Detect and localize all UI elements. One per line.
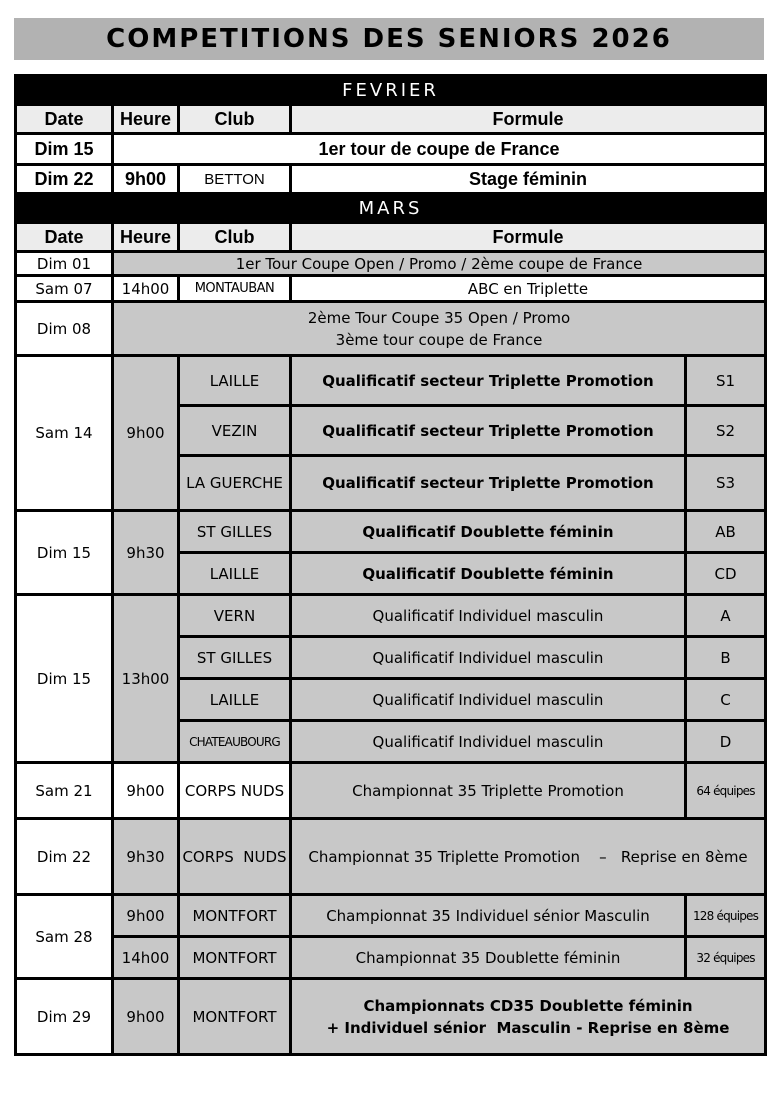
date-cell: Dim 29 — [16, 979, 113, 1055]
col-header-heure: Heure — [113, 105, 179, 134]
club-cell: LA GUERCHE — [179, 456, 291, 511]
table-row — [16, 819, 766, 895]
col-header-heure: Heure — [113, 223, 179, 252]
formule-line: 2ème Tour Coupe 35 Open / Promo — [307, 308, 571, 327]
heure-cell: 9h00 — [113, 979, 179, 1055]
table-row — [16, 356, 766, 406]
formule-cell: Qualificatif Individuel masculin — [291, 679, 686, 721]
table-row — [16, 595, 766, 637]
teams-cell: 64 équipes — [686, 763, 766, 819]
formule-line: 3ème tour coupe de France — [335, 330, 543, 349]
formule-cell: Qualificatif Individuel masculin — [291, 595, 686, 637]
date-cell: Sam 21 — [16, 763, 113, 819]
formule-cell: 1er Tour Coupe Open / Promo / 2ème coupe de France — [113, 252, 766, 276]
club-cell: MONTFORT — [179, 979, 291, 1055]
formule-cell — [291, 979, 766, 1055]
formule-cell — [113, 302, 766, 356]
month-header-fevrier — [16, 76, 766, 105]
club-cell: CORPS NUDS — [179, 819, 291, 895]
month-label: FEVRIER — [16, 76, 766, 105]
formule-cell: 1er tour de coupe de France — [113, 134, 766, 165]
table-row — [16, 979, 766, 1055]
club-cell: ST GILLES — [179, 511, 291, 553]
date-cell: Dim 15 — [16, 511, 113, 595]
col-header-date: Date — [16, 223, 113, 252]
club-cell: MONTFORT — [179, 937, 291, 979]
sector-cell: S1 — [686, 356, 766, 406]
formule-cell: Qualificatif Individuel masculin — [291, 637, 686, 679]
table-row — [16, 302, 766, 356]
club-cell: MONTAUBAN — [179, 276, 291, 302]
formule-cell: Qualificatif Doublette féminin — [291, 553, 686, 595]
table-row — [16, 134, 766, 165]
heure-cell: 9h30 — [113, 511, 179, 595]
date-cell: Dim 22 — [16, 165, 113, 194]
club-cell: LAILLE — [179, 356, 291, 406]
sector-cell: CD — [686, 553, 766, 595]
club-cell: CHATEAUBOURG — [179, 721, 291, 763]
date-cell: Dim 01 — [16, 252, 113, 276]
formule-cell: Qualificatif secteur Triplette Promotion — [291, 456, 686, 511]
month-header-mars — [16, 194, 766, 223]
page-title — [14, 18, 764, 60]
teams-cell: 128 équipes — [686, 895, 766, 937]
formule-cell: Qualificatif Individuel masculin — [291, 721, 686, 763]
club-cell: VEZIN — [179, 406, 291, 456]
sector-cell: C — [686, 679, 766, 721]
date-cell: Dim 22 — [16, 819, 113, 895]
sector-cell: A — [686, 595, 766, 637]
table-row — [16, 165, 766, 194]
heure-cell: 13h00 — [113, 595, 179, 763]
date-cell: Dim 08 — [16, 302, 113, 356]
club-cell: LAILLE — [179, 679, 291, 721]
sector-cell: B — [686, 637, 766, 679]
sector-cell: S2 — [686, 406, 766, 456]
club-cell: LAILLE — [179, 553, 291, 595]
col-header-club: Club — [179, 223, 291, 252]
formule-cell: Championnat 35 Individuel sénior Masculin — [291, 895, 686, 937]
formule-cell: Championnat 35 Doublette féminin — [291, 937, 686, 979]
column-header-row — [16, 105, 766, 134]
page-title-text: COMPETITIONS DES SENIORS 2026 — [106, 24, 672, 54]
date-cell: Sam 14 — [16, 356, 113, 511]
formule-cell: Championnat 35 Triplette Promotion — [291, 763, 686, 819]
formule-cell: Stage féminin — [291, 165, 766, 194]
table-row — [16, 895, 766, 937]
col-header-formule: Formule — [291, 105, 766, 134]
table-row — [16, 252, 766, 276]
table-row — [16, 763, 766, 819]
heure-cell: 9h00 — [113, 356, 179, 511]
club-cell: VERN — [179, 595, 291, 637]
table-row — [16, 937, 766, 979]
date-cell: Dim 15 — [16, 595, 113, 763]
table-row — [16, 511, 766, 553]
sector-cell: S3 — [686, 456, 766, 511]
formule-cell: Qualificatif Doublette féminin — [291, 511, 686, 553]
column-header-row — [16, 223, 766, 252]
teams-cell: 32 équipes — [686, 937, 766, 979]
club-cell: ST GILLES — [179, 637, 291, 679]
formule-cell: Qualificatif secteur Triplette Promotion — [291, 406, 686, 456]
col-header-date: Date — [16, 105, 113, 134]
date-cell: Sam 07 — [16, 276, 113, 302]
sector-cell: D — [686, 721, 766, 763]
club-cell: CORPS NUDS — [179, 763, 291, 819]
formule-line: + Individuel sénior Masculin - Reprise en 8ème — [326, 1018, 730, 1037]
date-cell: Dim 15 — [16, 134, 113, 165]
col-header-club: Club — [179, 105, 291, 134]
club-cell: MONTFORT — [179, 895, 291, 937]
heure-cell: 9h00 — [113, 895, 179, 937]
formule-cell: Qualificatif secteur Triplette Promotion — [291, 356, 686, 406]
sector-cell: AB — [686, 511, 766, 553]
month-label: MARS — [16, 194, 766, 223]
heure-cell: 14h00 — [113, 937, 179, 979]
formule-line: Championnats CD35 Doublette féminin — [363, 996, 693, 1015]
col-header-formule: Formule — [291, 223, 766, 252]
date-cell: Sam 28 — [16, 895, 113, 979]
heure-cell: 9h00 — [113, 763, 179, 819]
table-row — [16, 276, 766, 302]
heure-cell: 14h00 — [113, 276, 179, 302]
formule-cell: Championnat 35 Triplette Promotion – Reprise en 8ème — [291, 819, 766, 895]
heure-cell: 9h00 — [113, 165, 179, 194]
heure-cell: 9h30 — [113, 819, 179, 895]
schedule-table — [14, 74, 767, 1056]
formule-cell: ABC en Triplette — [291, 276, 766, 302]
club-cell: BETTON — [179, 165, 291, 194]
